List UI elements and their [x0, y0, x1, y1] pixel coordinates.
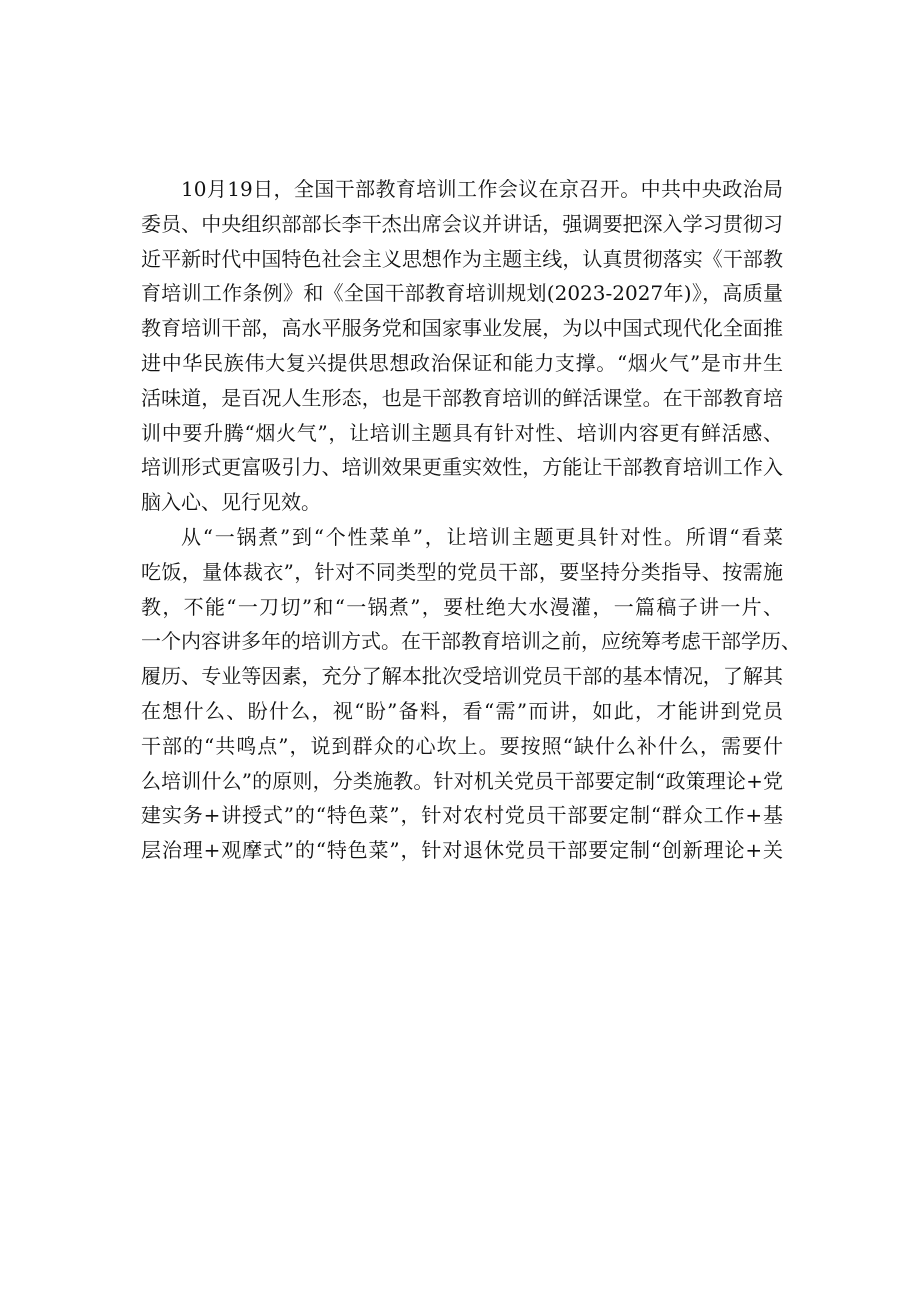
paragraph-line: 培训形式更富吸引力、培训效果更重实效性，方能让干部教育培训工作入: [141, 455, 783, 480]
paragraph-line: 层治理+观摩式”的“特色菜”，针对退休党员干部要定制“创新理论+关: [141, 838, 783, 863]
paragraph-line: 在想什么、盼什么，视“盼”备料，看“需”而讲，如此，才能讲到党员: [141, 698, 783, 723]
paragraph-line: 近平新时代中国特色社会主义思想作为主题主线，认真贯彻落实《干部教: [141, 246, 783, 271]
paragraph-line: 训中要升腾“烟火气”，让培训主题具有针对性、培训内容更有鲜活感、: [141, 420, 783, 445]
paragraph-line: 活味道，是百况人生形态，也是干部教育培训的鲜活课堂。在干部教育培: [141, 385, 783, 410]
paragraph-line: 建实务+讲授式”的“特色菜”，针对农村党员干部要定制“群众工作+基: [141, 803, 783, 828]
paragraph-line: 委员、中央组织部部长李干杰出席会议并讲话，强调要把深入学习贯彻习: [141, 211, 783, 236]
paragraph-line: 脑入心、见行见效。: [141, 490, 321, 515]
paragraph-line: 么培训什么”的原则，分类施教。针对机关党员干部要定制“政策理论+党: [141, 768, 783, 793]
paragraph-line: 进中华民族伟大复兴提供思想政治保证和能力支撑。“烟火气”是市井生: [141, 350, 783, 375]
paragraph-line: 一个内容讲多年的培训方式。在干部教育培训之前，应统筹考虑干部学历、: [141, 629, 801, 654]
paragraph-line: 育培训工作条例》和《全国干部教育培训规划(2023-2027年)》，高质量: [141, 281, 783, 306]
paragraph-2: [141, 520, 801, 868]
paragraph-line: 10月19日，全国干部教育培训工作会议在京召开。中共中央政治局: [181, 177, 783, 201]
paragraph-1: [141, 172, 783, 520]
paragraph-line: 教育培训干部，高水平服务党和国家事业发展，为以中国式现代化全面推: [141, 316, 783, 341]
paragraph-line: 教，不能“一刀切”和“一锅煮”，要杜绝大水漫灌，一篇稿子讲一片、: [141, 594, 783, 619]
paragraph-line: 吃饭，量体裁衣”，针对不同类型的党员干部，要坚持分类指导、按需施: [141, 559, 783, 584]
paragraph-line: 干部的“共鸣点”，说到群众的心坎上。要按照“缺什么补什么，需要什: [141, 733, 783, 758]
paragraph-line: 履历、专业等因素，充分了解本批次受培训党员干部的基本情况，了解其: [141, 664, 783, 689]
paragraph-line: 从“一锅煮”到“个性菜单”，让培训主题更具针对性。所谓“看菜: [181, 524, 783, 549]
document-body: [141, 172, 801, 868]
